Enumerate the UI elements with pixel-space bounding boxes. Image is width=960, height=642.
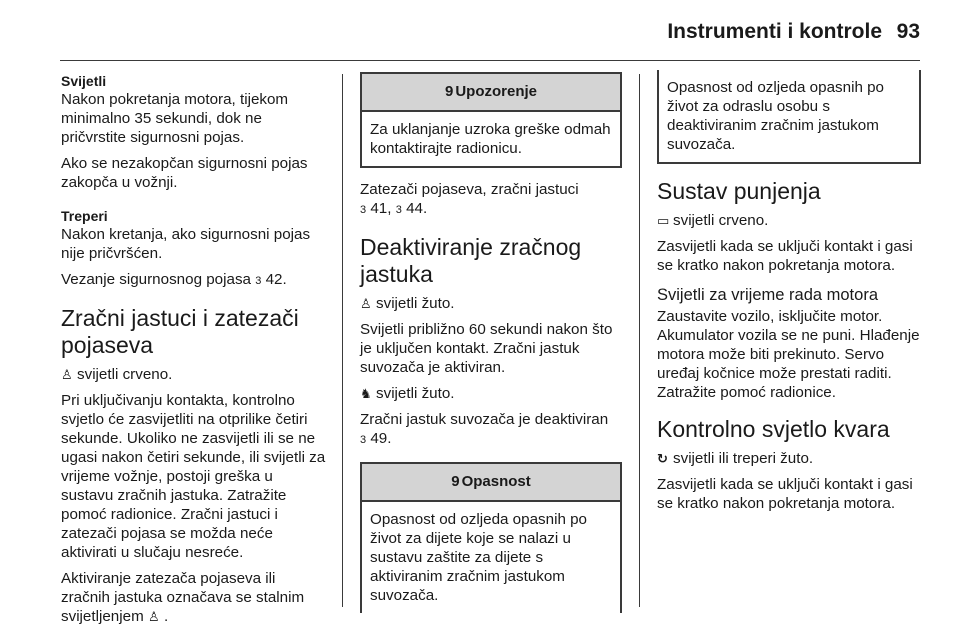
paragraph: Nakon kretanja, ako sigurnosni pojas nije pričvršćen. — [61, 226, 311, 262]
subheading-svijetli: Svijetli — [61, 73, 107, 89]
column-1 — [61, 72, 327, 633]
danger-body: Opasnost od ozljeda opasnih po život za dijete koje se nalazi u sustavu zaštite za dijete s aktiviranim zračnim jastukom suvozača. — [370, 511, 588, 604]
status-line: ♙ svijetli crveno. — [61, 366, 173, 383]
paragraph-reference: Zračni jastuk suvozača je deaktiviran 3 49. — [360, 411, 609, 447]
section-heading-deactivation: Deaktiviranje zračnog jastuka — [360, 234, 582, 287]
airbag-off-icon: ♞ — [360, 386, 372, 401]
danger-box — [360, 462, 622, 613]
battery-icon: ▭ — [657, 213, 670, 228]
subheading-engine-running: Svijetli za vrijeme rada motora — [657, 286, 878, 304]
paragraph: Svijetli približno 60 sekundi nakon što je uključen kontakt. Zračni jastuk suvozača je aktiviran. — [360, 321, 613, 376]
column-divider — [639, 74, 640, 607]
page-header — [0, 0, 960, 62]
column-3 — [657, 72, 921, 520]
column-divider — [342, 74, 343, 607]
paragraph: Zasvijetli kada se uključi kontakt i gasi se kratko nakon pokretanja motora. — [657, 238, 913, 274]
airbag-warning-icon: ♙ — [61, 367, 73, 382]
reference-arrow-icon: 3 — [360, 434, 367, 446]
paragraph: Aktiviranje zatezača pojaseva ili zračnih jastuka označava se stalnim svijetljenjem ♙ . — [61, 570, 305, 625]
warning-triangle-icon: 9 — [451, 473, 460, 490]
warning-triangle-icon: 9 — [444, 83, 454, 100]
page-link[interactable]: 41, — [370, 200, 392, 217]
paragraph: Ako se nezakopčan sigurnosni pojas zakopča u vožnji. — [61, 155, 308, 191]
paragraph-reference: Zatezači pojaseva, zračni jastuci 3 41, 3 44. — [360, 181, 579, 217]
status-line: ↻ svijetli ili treperi žuto. — [657, 450, 814, 467]
airbag-warning-icon: ♙ — [147, 609, 160, 624]
reference-arrow-icon: 3 — [255, 275, 262, 287]
reference-arrow-icon: 3 — [395, 204, 402, 216]
reference-arrow-icon: 3 — [360, 204, 367, 216]
danger-body-continued: Opasnost od ozljeda opasnih po život za odraslu osobu s deaktiviranim zračnim jastukom suvozača. — [667, 79, 885, 153]
subheading-treperi: Treperi — [61, 208, 108, 224]
warning-body: Za uklanjanje uzroka greške odmah kontaktirajte radionicu. — [370, 121, 611, 157]
section-heading-airbag: Zračni jastuci i zatezači pojaseva — [61, 305, 299, 358]
status-line: ♙ svijetli žuto. — [360, 295, 455, 312]
header-rule — [60, 60, 920, 61]
airbag-on-icon: ♙ — [360, 296, 372, 311]
danger-header: 9 Opasnost — [362, 464, 620, 502]
paragraph: Zasvijetli kada se uključi kontakt i gasi se kratko nakon pokretanja motora. — [657, 476, 913, 512]
warning-header: 9 Upozorenje — [362, 74, 620, 112]
header-title: Instrumenti i kontrole — [667, 20, 882, 43]
column-2 — [360, 72, 622, 625]
danger-box-continued — [657, 70, 921, 164]
page-link[interactable]: 44. — [406, 200, 428, 217]
engine-fault-icon: ↻ — [657, 451, 668, 466]
paragraph: Nakon pokretanja motora, tijekom minimalno 35 sekundi, dok ne pričvrstite sigurnosni pojas. — [61, 91, 289, 146]
status-line: ♞ svijetli žuto. — [360, 385, 455, 402]
page-link[interactable]: 49. — [370, 430, 392, 447]
paragraph: Zaustavite vozilo, isključite motor. Akumulator vozila se ne puni. Hlađenje motora može biti prekinuto. Servo uređaj kočnice može prestati raditi. Zatražite pomoć radionice. — [657, 308, 920, 401]
status-line: ▭ svijetli crveno. — [657, 212, 769, 229]
paragraph-reference: Vezanje sigurnosnog pojasa 3 42. — [61, 271, 287, 288]
warning-box — [360, 72, 622, 168]
section-heading-charging: Sustav punjenja — [657, 178, 821, 204]
page-number: 93 — [896, 20, 920, 43]
paragraph: Pri uključivanju kontakta, kontrolno svjetlo će zasvijetliti na otprilike četiri sekunde. Ukoliko ne zasvijetli ili se ne ugasi nakon četiri sekunde, ili svijetli za vrijeme vožnje, postoji greška u sustavu zračnih jastuka. Zatražite pomoć radionice. Zračni jastuci i zatezači pojasa se možda neće aktivirati u slučaju nesreće. — [61, 392, 326, 561]
page-link[interactable]: 42. — [265, 271, 287, 288]
section-heading-fault-lamp: Kontrolno svjetlo kvara — [657, 416, 890, 442]
